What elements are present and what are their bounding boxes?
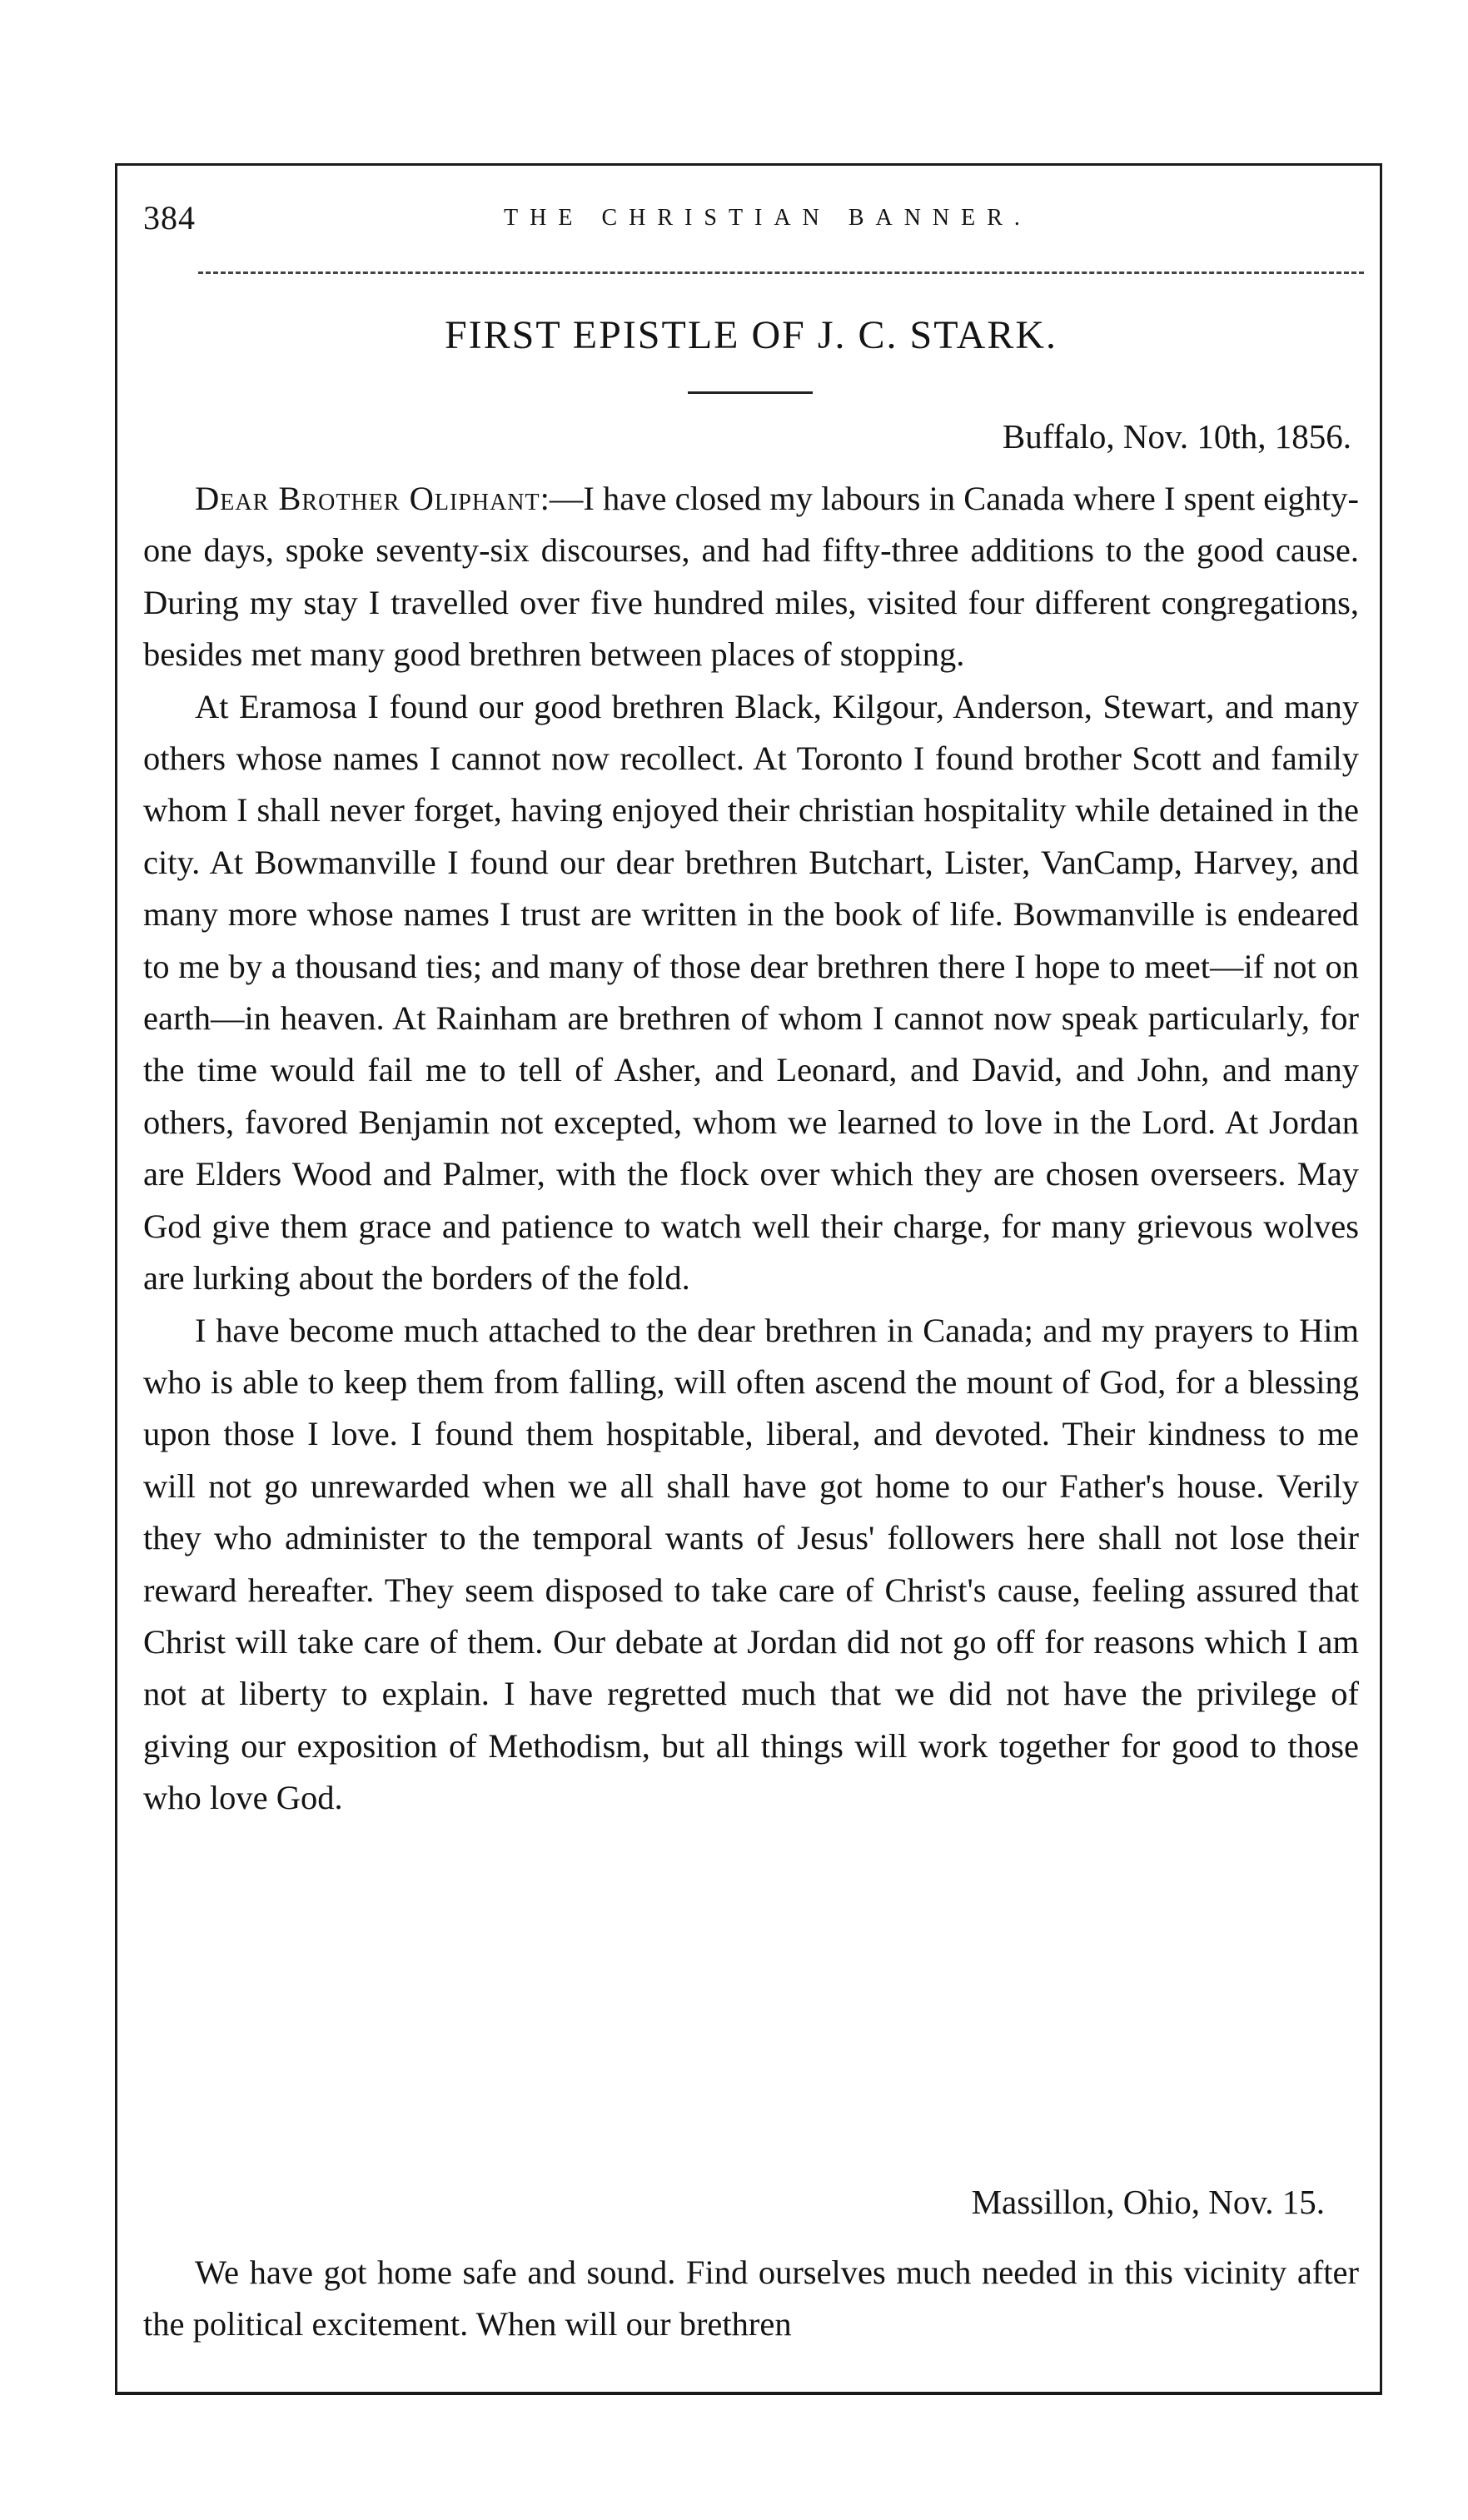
dateline-buffalo: Buffalo, Nov. 10th, 1856. bbox=[1002, 417, 1351, 456]
running-head: THE CHRISTIAN BANNER. bbox=[504, 205, 1032, 231]
paragraph-4: We have got home safe and sound. Find ourselves much needed in this vicinity after the political excitement. When will our brethren bbox=[143, 2254, 1359, 2343]
paragraph-1 bbox=[143, 473, 1359, 681]
dateline-massillon: Massillon, Ohio, Nov. 15. bbox=[971, 2183, 1325, 2221]
salutation: Dear Brother Oliphant bbox=[195, 480, 540, 517]
page-number: 384 bbox=[143, 199, 196, 237]
paragraph-1-text: :—I have closed my labours in Canada where I spent eighty-one days, spoke seventy-six discourses, and had fifty-three additions to the good cause. During my stay I travelled over five hundred miles, visited four different congregations, besides met many good brethren between places of stopping. bbox=[143, 480, 1359, 674]
title-rule bbox=[688, 391, 813, 394]
letter-body bbox=[143, 473, 1359, 1825]
paragraph-2: At Eramosa I found our good brethren Black, Kilgour, Anderson, Stewart, and many others whose names I cannot now recollect. At Toronto I found brother Scott and family whom I shall never forget, having enjoyed their christian hospitality while detained in the city. At Bowmanville I found our dear brethren Butchart, Lister, VanCamp, Harvey, and many more whose names I trust are written in the book of life. Bowmanville is endeared to me by a thousand ties; and many of those dear brethren there I hope to meet—if not on earth—in heaven. At Rainham are brethren of whom I cannot now speak particularly, for the time would fail me to tell of Asher, and Leonard, and David, and John, and many others, favored Benjamin not excepted, whom we learned to love in the Lord. At Jordan are Elders Wood and Palmer, with the flock over which they are chosen overseers. May God give them grace and patience to watch well their charge, for many grievous wolves are lurking about the borders of the fold. bbox=[143, 687, 1359, 1297]
paragraph-3: I have become much attached to the dear brethren in Canada; and my prayers to Him who is able to keep them from falling, will often ascend the mount of God, for a blessing upon those I love. I found them hospitable, liberal, and devoted. Their kindness to me will not go unrewarded when we all shall have got home to our Father's house. Verily they who administer to the temporal wants of Jesus' followers here shall not lose their reward hereafter. They seem disposed to take care of Christ's cause, feeling assured that Christ will take care of them. Our debate at Jordan did not go off for reasons which I am not at liberty to explain. I have regretted much that we did not have the privilege of giving our exposition of Methodism, but all things will work together for good to those who love God. bbox=[143, 1311, 1359, 1817]
article-title: FIRST EPISTLE OF J. C. STARK. bbox=[444, 313, 1058, 357]
header-rule bbox=[198, 271, 1364, 274]
letter-postscript bbox=[143, 2247, 1359, 2351]
page-header bbox=[143, 198, 1359, 248]
